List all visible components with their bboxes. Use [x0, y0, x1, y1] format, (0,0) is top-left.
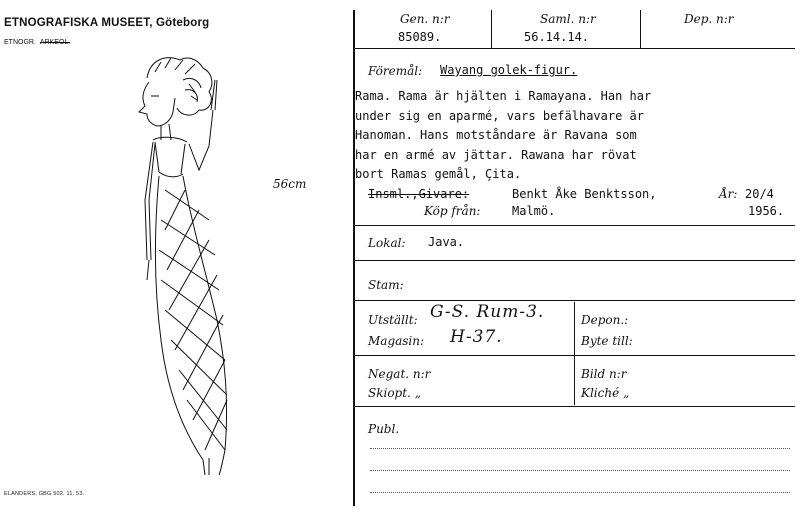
printer-mark: ELANDERS, GBG 502. 11. 53.: [4, 491, 85, 497]
publ-line-1: [370, 448, 790, 449]
depon-label: Depon.:: [581, 313, 629, 327]
byte-label: Byte till:: [581, 334, 633, 348]
rule-storage: [355, 355, 795, 356]
magasin-value: H-37.: [450, 327, 503, 347]
ar-label: År:: [719, 187, 738, 201]
publ-label: Publ.: [368, 422, 400, 436]
rule-lokal: [355, 260, 795, 261]
description-line: Hanoman. Hans motståndare är Ravana som: [355, 128, 637, 142]
stam-label: Stam:: [368, 278, 404, 292]
ar-value-year: 1956.: [748, 204, 785, 218]
wayang-puppet-drawing: [125, 50, 275, 475]
gen-value: 85089.: [398, 30, 442, 44]
negat-label: Negat. n:r: [368, 367, 431, 381]
bild-label: Bild n:r: [581, 367, 627, 381]
rule-header: [355, 48, 795, 49]
figure-height-note: 56cm: [273, 177, 307, 191]
lower-divider: [574, 302, 575, 405]
ar-value-date: 20/4: [745, 187, 774, 201]
lokal-label: Lokal:: [368, 236, 406, 250]
gen-label: Gen. n:r: [400, 12, 450, 26]
rule-provenance: [355, 225, 795, 226]
skiopt-label: Skiopt. „: [368, 386, 421, 400]
publ-line-3: [370, 492, 790, 493]
foremal-label: Föremål:: [368, 64, 423, 78]
utstallt-value: G-S. Rum-3.: [430, 302, 545, 322]
object-description: [355, 87, 651, 185]
kliche-label: Kliché „: [581, 386, 630, 400]
header-divider-1: [491, 10, 492, 48]
kop-value: Malmö.: [512, 204, 556, 218]
description-line: Rama. Rama är hjälten i Ramayana. Han har: [355, 89, 652, 103]
dep-label: Dep. n:r: [684, 12, 734, 26]
description-line: bort Ramas gemål, Çita.: [355, 167, 522, 181]
kop-label: Köp från:: [424, 204, 481, 218]
card-left-border: [353, 10, 355, 506]
foremal-value: Wayang golek-figur.: [440, 63, 578, 77]
department-archaeology-struck: ARKEOL.: [39, 39, 71, 46]
description-line: under sig en aparmé, vars befälhavare är: [355, 108, 644, 123]
department-line: [4, 39, 70, 46]
publ-line-2: [370, 470, 790, 471]
department-ethnography: ETNOGR.: [4, 39, 36, 46]
rule-media: [355, 406, 795, 407]
utstallt-label: Utställt:: [368, 313, 418, 327]
header-divider-2: [640, 10, 641, 48]
saml-label: Saml. n:r: [540, 12, 596, 26]
lokal-value: Java.: [428, 235, 465, 249]
giver-label-struck: Insml.,Givare:: [368, 187, 470, 201]
saml-value: 56.14.14.: [524, 30, 590, 44]
museum-title: ETNOGRAFISKA MUSEET, Göteborg: [4, 17, 210, 29]
description-line: har en armé av jättar. Rawana har rövat: [355, 147, 637, 162]
rule-stam: [355, 300, 795, 301]
giver-value: Benkt Åke Benktsson,: [512, 187, 657, 201]
magasin-label: Magasin:: [368, 334, 425, 348]
